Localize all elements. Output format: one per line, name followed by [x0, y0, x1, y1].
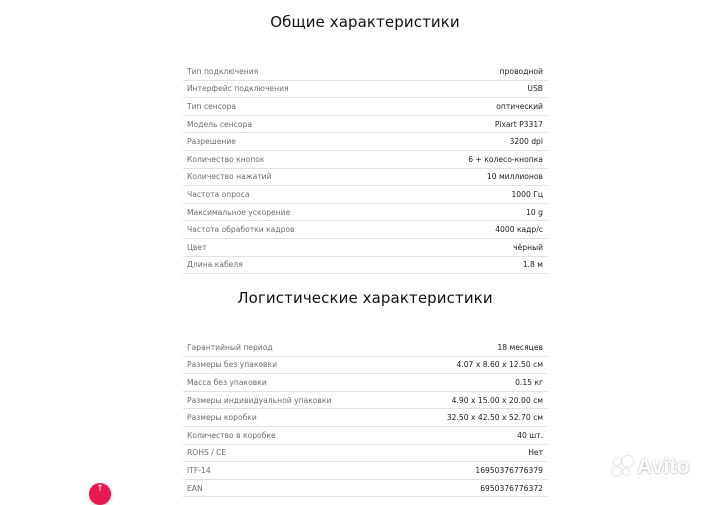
spec-value: 0.15 кг: [515, 377, 543, 387]
spec-key: Частота опроса: [187, 189, 250, 199]
spec-row: [183, 63, 547, 81]
spec-row: [183, 374, 547, 392]
spec-key: ROHS / CE: [187, 448, 227, 458]
spec-value: 6950376776372: [480, 483, 543, 493]
spec-row: [183, 427, 547, 445]
spec-row: [183, 409, 547, 427]
spec-row: [183, 480, 547, 498]
spec-value: проводной: [499, 66, 543, 76]
spec-row: [183, 445, 547, 463]
spec-row: [183, 81, 547, 99]
spec-value: 10 миллионов: [486, 172, 543, 182]
spec-key: Тип сенсора: [187, 101, 237, 111]
spec-key: Гарантийный период: [187, 342, 273, 352]
spec-row: [183, 239, 547, 257]
spec-row: [183, 221, 547, 239]
spec-row: [183, 204, 547, 222]
spec-key: EAN: [187, 483, 203, 493]
spec-value: чёрный: [513, 242, 543, 252]
spec-value: 3200 dpi: [509, 137, 543, 147]
spec-row: [183, 116, 547, 134]
spec-key: Размеры индивидуальной упаковки: [187, 395, 332, 405]
spec-value: USB: [527, 84, 543, 94]
spec-key: Размеры коробки: [187, 413, 257, 423]
spec-key: Количество нажатий: [187, 172, 272, 182]
avito-dots-icon: [612, 456, 634, 478]
spec-row: [183, 151, 547, 169]
section-title-logistics: Логистические характеристики: [237, 289, 493, 307]
spec-value: 4.90 x 15.00 x 20.00 см: [451, 395, 543, 405]
scroll-top-button[interactable]: [89, 483, 111, 505]
spec-row: [183, 339, 547, 357]
spec-value: 32.50 x 42.50 x 52.70 см: [446, 413, 543, 423]
spec-value: 40 шт.: [517, 430, 543, 440]
general-specs-section: [183, 13, 547, 274]
logistics-specs-section: [183, 289, 547, 497]
spec-row: [183, 98, 547, 116]
spec-key: Тип подключения: [187, 66, 259, 76]
arrow-up-icon: ↑: [96, 484, 104, 494]
spec-key: Максимальное ускорение: [187, 207, 291, 217]
spec-row: [183, 357, 547, 375]
spec-row: [183, 462, 547, 480]
spec-value: 18 месяцев: [497, 342, 543, 352]
spec-key: Разрешение: [187, 137, 236, 147]
avito-watermark: [612, 455, 690, 479]
spec-key: Масса без упаковки: [187, 377, 267, 387]
section-title-general: Общие характеристики: [270, 13, 460, 31]
spec-key: Цвет: [187, 242, 207, 252]
spec-value: 1000 Гц: [511, 189, 543, 199]
spec-key: Интерфейс подключения: [187, 84, 289, 94]
spec-row: [183, 133, 547, 151]
spec-value: 1.8 м: [522, 260, 543, 270]
spec-value: 6 + колесо-кнопка: [468, 154, 543, 164]
spec-key: Длина кабеля: [187, 260, 243, 270]
spec-value: 4000 кадр/с: [495, 225, 543, 235]
spec-value: Pixart P3317: [494, 119, 543, 129]
spec-row: [183, 257, 547, 275]
spec-row: [183, 169, 547, 187]
spec-key: Количество в коробке: [187, 430, 276, 440]
spec-key: Модель сенсора: [187, 119, 252, 129]
spec-row: [183, 392, 547, 410]
avito-logo-text: Avito: [637, 455, 690, 478]
spec-value: 10 g: [526, 207, 543, 217]
spec-key: Количество кнопок: [187, 154, 265, 164]
spec-value: Нет: [528, 448, 543, 458]
spec-key: Частота обработки кадров: [187, 225, 295, 235]
spec-value: 4.07 x 8.60 x 12.50 см: [456, 360, 543, 370]
spec-value: 16950376776379: [475, 465, 543, 475]
general-specs-table: [183, 63, 547, 274]
spec-value: оптический: [496, 101, 543, 111]
spec-key: ITF-14: [187, 465, 211, 475]
spec-key: Размеры без упаковки: [187, 360, 278, 370]
spec-row: [183, 186, 547, 204]
logistics-specs-table: [183, 339, 547, 497]
